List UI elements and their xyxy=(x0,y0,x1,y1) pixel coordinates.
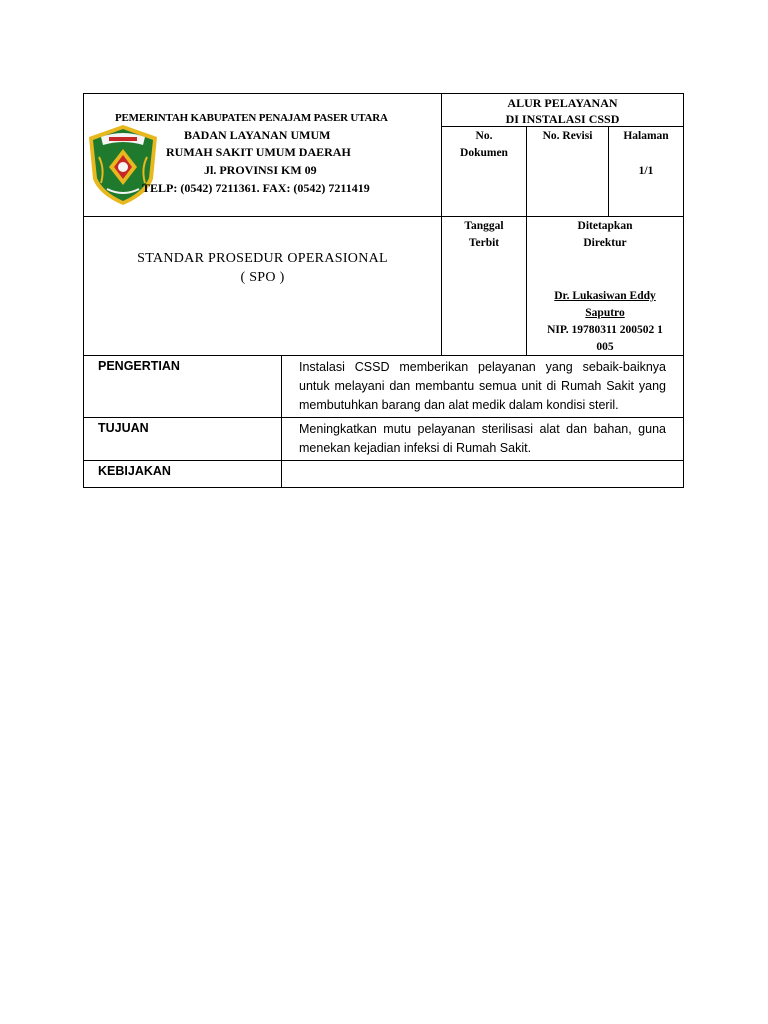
spo-title-line-1: STANDAR PROSEDUR OPERASIONAL xyxy=(137,251,388,266)
section-text: Meningkatkan mutu pelayanan sterilisasi alat dan bahan, guna menekan kejadian infeksi di Rumah Sakit. xyxy=(299,422,666,455)
section-kebijakan xyxy=(84,461,683,487)
spo-title xyxy=(84,217,442,355)
section-label: PENGERTIAN xyxy=(84,356,282,417)
institution-block xyxy=(84,94,442,216)
section-label: TUJUAN xyxy=(84,418,282,460)
direktur-label: Direktur xyxy=(583,237,627,249)
tanggal-terbit-label: Tanggal Terbit xyxy=(464,220,504,249)
org-line-4: Jl. PROVINSI KM 09 xyxy=(204,163,317,177)
signature-space xyxy=(527,252,683,288)
form-header xyxy=(84,94,683,217)
halaman-value: 1/1 xyxy=(638,165,654,177)
section-text xyxy=(282,461,683,487)
org-line-2: BADAN LAYANAN UMUM xyxy=(184,128,331,142)
no-dokumen-cell xyxy=(442,127,527,216)
document-meta-row xyxy=(442,127,683,216)
no-revisi-cell xyxy=(527,127,609,216)
halaman-cell xyxy=(609,127,683,216)
section-pengertian xyxy=(84,356,683,418)
spo-form xyxy=(83,93,684,488)
section-text: Instalasi CSSD memberikan pelayanan yang sebaik-baiknya untuk melayani dan membantu semua unit di Rumah Sakit yang membutuhkan barang dan alat medik dalam kondisi steril. xyxy=(299,360,666,412)
signer-nip: NIP. 19780311 200502 1 005 xyxy=(547,324,663,353)
signer-name: Dr. Lukasiwan Eddy Saputro xyxy=(554,290,656,319)
org-line-5: TELP: (0542) 7211361. FAX: (0542) 7211419 xyxy=(142,181,370,195)
halaman-label: Halaman xyxy=(623,130,669,142)
no-dokumen-label: No. Dokumen xyxy=(460,130,508,159)
org-line-3: RUMAH SAKIT UMUM DAERAH xyxy=(166,145,351,159)
document-title xyxy=(442,94,683,127)
ditetapkan-label: Ditetapkan xyxy=(577,220,633,232)
section-label: KEBIJAKAN xyxy=(84,461,282,487)
no-revisi-label: No. Revisi xyxy=(542,130,593,142)
title-line-1: ALUR PELAYANAN xyxy=(507,96,618,110)
title-line-2: DI INSTALASI CSSD xyxy=(505,112,620,126)
tanggal-terbit-cell xyxy=(442,217,527,355)
document-title-block xyxy=(442,94,683,216)
spo-title-line-2: ( SPO ) xyxy=(240,270,285,285)
section-tujuan xyxy=(84,418,683,461)
spo-row xyxy=(84,217,683,356)
org-line-1: PEMERINTAH KABUPATEN PENAJAM PASER UTARA xyxy=(115,112,388,124)
approval-cell xyxy=(527,217,683,355)
